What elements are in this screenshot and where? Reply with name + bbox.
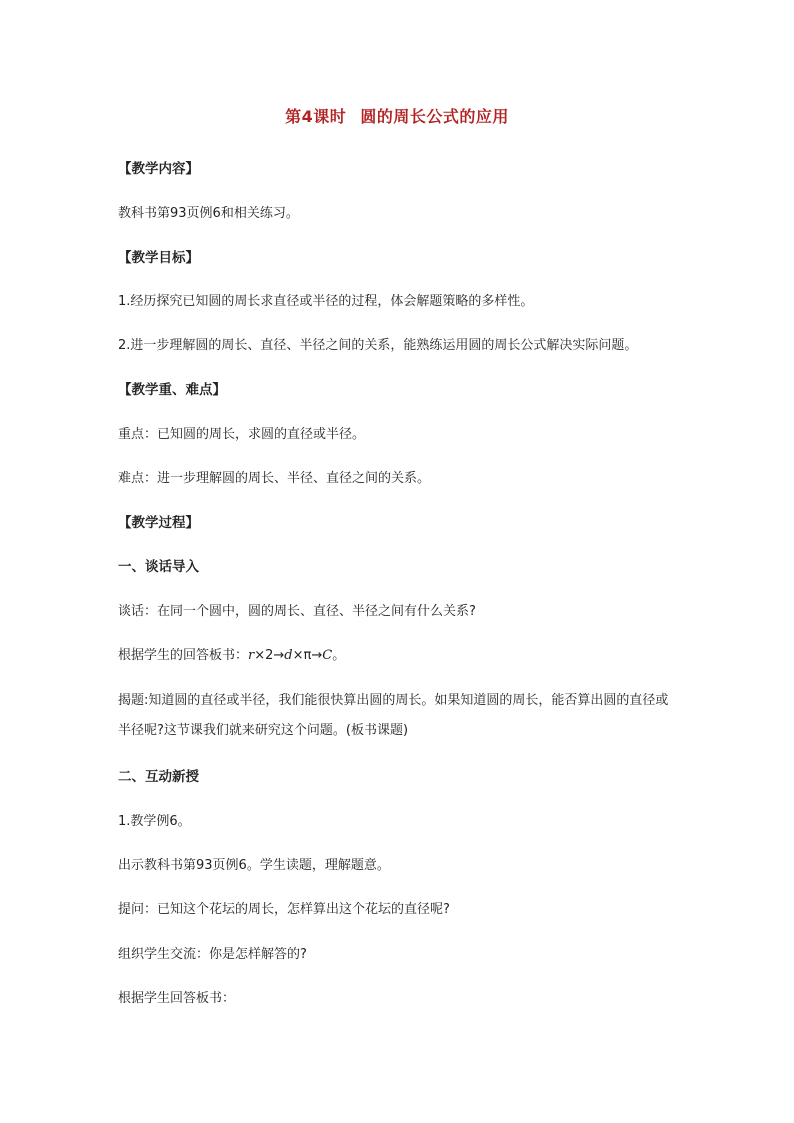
difficulty: 难点：进一步理解圆的周长、半径、直径之间的关系。 (118, 471, 431, 486)
content-heading: 【教学内容】 (118, 161, 199, 177)
symbol-r: r (248, 648, 255, 663)
symbol-d: d (284, 648, 293, 663)
example-show: 出示教科书第93页例6。学生读题，理解题意。 (118, 858, 390, 873)
key-point: 重点：已知圆的周长，求圆的直径或半径。 (118, 427, 366, 442)
part2-heading: 二、互动新授 (118, 769, 199, 785)
goal-2: 2.进一步理解圆的周长、直径、半径之间的关系，能熟练运用圆的周长公式解决实际问题。 (118, 338, 638, 353)
talk-text: 谈话：在同一个圆中，圆的周长、直径、半径之间有什么关系? (118, 604, 476, 619)
reveal-text: 揭题:知道圆的直径或半径，我们能很快算出圆的周长。如果知道圆的周长，能否算出圆的直径或半径呢?这节课我们就来研究这个问题。(板书课题) (118, 693, 669, 738)
lesson-number: 第4课时 (285, 107, 347, 126)
process-heading: 【教学过程】 (118, 515, 199, 531)
page-title (0, 104, 794, 127)
lesson-topic: 圆的周长公式的应用 (360, 107, 509, 126)
goals-heading: 【教学目标】 (118, 250, 199, 266)
times-pi: ×π→ (292, 648, 323, 663)
organize-text: 组织学生交流：你是怎样解答的? (118, 947, 307, 962)
times-two: ×2→ (254, 648, 285, 663)
key-heading: 【教学重、难点】 (118, 382, 226, 398)
question-text: 提问：已知这个花坛的周长，怎样算出这个花坛的直径呢? (118, 902, 450, 917)
part1-heading: 一、谈话导入 (118, 559, 199, 575)
board-last: 根据学生回答板书： (118, 991, 236, 1006)
goal-1: 1.经历探究已知圆的周长求直径或半径的过程，体会解题策略的多样性。 (118, 294, 534, 309)
symbol-C: C (322, 648, 333, 663)
formula-end: 。 (332, 648, 346, 663)
board-formula (118, 647, 345, 665)
board-prefix: 根据学生的回答板书： (118, 648, 249, 663)
content-text: 教科书第93页例6和相关练习。 (118, 206, 299, 221)
example-title: 1.教学例6。 (118, 814, 191, 829)
